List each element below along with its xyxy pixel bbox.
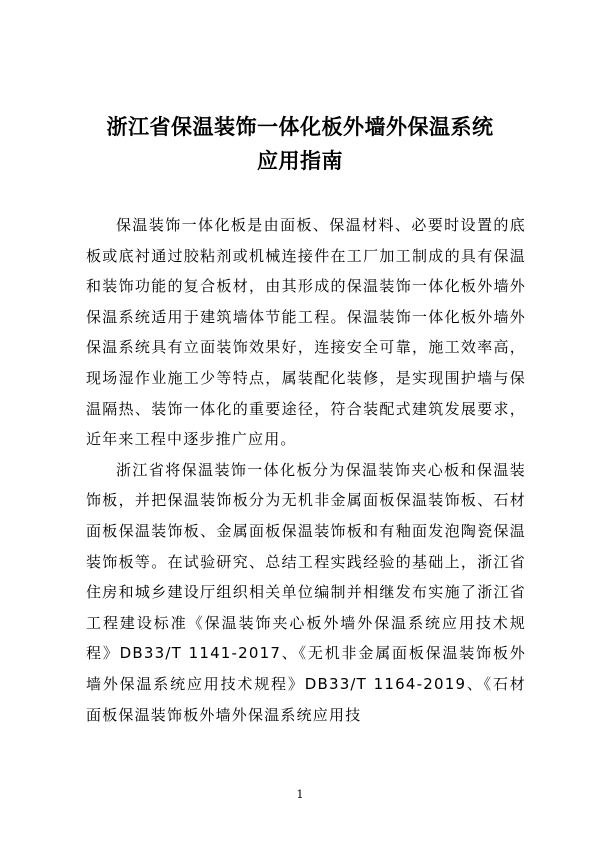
- page-title: 浙江省保温装饰一体化板外墙外保温系统: [106, 115, 494, 139]
- body-paragraph: 浙江省将保温装饰一体化板分为保温装饰夹心板和保温装饰板，并把保温装饰板分为无机非金属面板保温装饰板、石材面板保温装饰板、金属面板保温装饰板和有釉面发泡陶瓷保温装饰板等。在试验研究、总结工程实践经验的基础上，浙江省住房和城乡建设厅组织相关单位编制并相继发布实施了浙江省工程建设标准《保温装饰夹心板外墙外保温系统应用技术规程》DB33/T 1141-2017、《无机非金属面板保温装饰板外墙外保温系统应用技术规程》DB33/T 1164-2019、《石材面板保温装饰板外墙外保温系统应用技: [86, 460, 526, 724]
- body-paragraph: 保温装饰一体化板是由面板、保温材料、必要时设置的底板或底衬通过胶粘剂或机械连接件在工厂加工制成的具有保温和装饰功能的复合板材，由其形成的保温装饰一体化板外墙外保温系统适用于建筑墙体节能工程。保温装饰一体化板外墙外保温系统具有立面装饰效果好，连接安全可靠，施工效率高，现场湿作业施工少等特点，属装配化装修，是实现围护墙与保温隔热、装饰一体化的重要途径，符合装配式建筑发展要求，近年来工程中逐步推广应用。: [86, 216, 526, 449]
- page-title-continued: 应用指南: [257, 149, 343, 173]
- document-body: [86, 210, 526, 730]
- page-number: 1: [296, 788, 304, 801]
